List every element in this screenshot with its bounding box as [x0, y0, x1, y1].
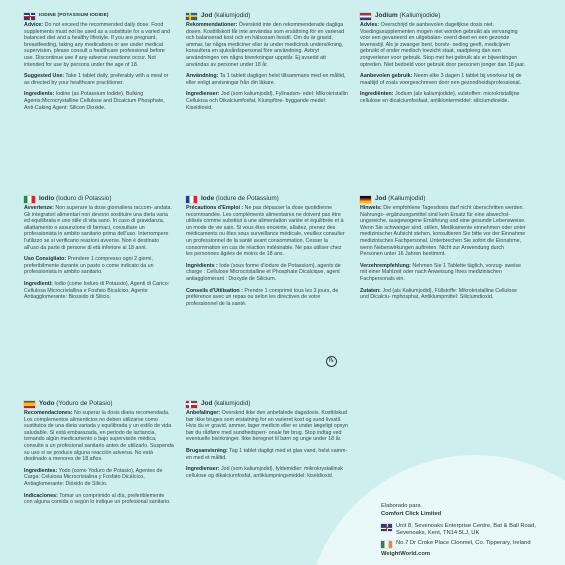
ingredients-section: Ingrediënten: Jodium (als kaliumjodide), vulstoffen: microkristallijne cellulose en dicalciumfosfaat, antiklontermiddel: siliciumdioxide.	[360, 91, 520, 104]
panel-header	[186, 194, 348, 204]
france-flag-icon	[186, 196, 197, 203]
advice-section: Avvertenze: Non superare la dose giornaliera raccom- andata. Gli integratori alimentari non devono sostituire una dieta varia ed equilibrata e uno stile di vita sano. In caso di gravidanza, allattamento o assunzione di farmaci, consultare un professionista in ambito sanitario prima dell'uso. Interrompere l'utilizzo se si verificano reazioni avverse. Non è destinato all'uso da parte di persone di età inferiore ai 18 anni.	[24, 205, 172, 251]
panel-title: Iode (Iodure de Potassium)	[201, 194, 279, 202]
prepared-for-label: Elaborado para	[381, 503, 421, 509]
germany-flag-icon	[360, 196, 371, 203]
panel-title: Jod (kaliumjodid)	[201, 11, 251, 19]
panel-title: IODINE (POTASSIUM IODIDE)	[39, 12, 109, 18]
usage-section: Användning: Ta 1 tablett dagligen helst tillsammans med en måltid, eller enligt anvisningar från din läkare.	[186, 73, 346, 86]
advice-section: Rekommendationer: Överskrid inte den rekommenderade dagliga dosen. Kosttillskott får inte användas som ersättning för en varierad och balanserad kost och en hälsosam livsstil. Om du är gravid, ammar, tar några mediciner eller är under medicinsk undersökning, konsultera en sjukvårdspersonal före användning. Avbryt användningen om några biverkningar uppstår. Ej avsedd att användas av personer under 18 år.	[186, 22, 345, 68]
netherlands-flag-icon	[360, 13, 371, 20]
ireland-address-row	[381, 540, 551, 548]
panel-title: Jodium (Kaliumjodide)	[375, 11, 441, 19]
registered-symbol-icon: ℞	[326, 356, 337, 367]
ingredients-section: Ingrédients : Iode (sous forme d'iodure de Potassium), agents de charge : Cellulose Microcristalline et Phosphate Dicalcique, agent antiagglomérant : Dioxyde de Silicium.	[186, 262, 341, 282]
panel-spanish	[20, 399, 178, 565]
ingredients-section: Ingredients: Iodine (as Potassium Iodide), Bulking Agents:Microcrystalline Cellulose and Dicalcium Phosphate, Anti-Caking Agent: Silicon Dioxide.	[24, 91, 165, 111]
panel-header	[186, 11, 348, 21]
panel-header	[360, 194, 526, 204]
uk-address-row	[381, 523, 551, 537]
panel-header	[24, 399, 174, 409]
panel-dutch	[356, 11, 530, 181]
ireland-address: No.7 Dr Croke Place Clonmel, Co. Tipperary, Ireland	[396, 540, 531, 546]
panel-italian	[20, 194, 178, 389]
advice-section: Advies: Overschrijd de aanbevolen dagelijkse dosis niet. Voedingssupplementen mogen niet worden gebruikt als vervanging voor een gevarieerd en uitgebalan- ceerd dieet en een gezonde levensstijl. Als je zwanger bent, borstv- oeding geeft, medicijnen gebruikt of onder medisch toezicht staat, raadpleeg dan een zorgverlener voor gebruik. Stop met het gebruik als er bijwerkingen optreden. Niet bedoeld voor gebruik door personen jonger dan 18 jaar.	[360, 22, 526, 68]
panel-title: Jod (Kaliumjodid)	[375, 194, 426, 202]
company-name: Comfort Click Limited	[381, 511, 442, 517]
ireland-flag-icon	[381, 541, 392, 548]
panel-title: Yodo (Yoduro de Potasio)	[39, 399, 113, 407]
website[interactable]: WeightWorld.com	[381, 551, 431, 557]
advice-section: Advice: Do not exceed the recommended daily dose. Food supplements must not be used as a substitute for a varied and balanced diet and a healthy lifestyle. If you are pregnant, breastfeeding, taking any medications or are under medical supervision, please consult a healthcare professional before use. Discontinue use if any adverse reactions occur. Not intended for use by persons under the age of 18.	[24, 22, 171, 68]
denmark-flag-icon	[186, 401, 197, 408]
ingredients-section: Ingredienti: Iodio (come Ioduro di Potassio), Agenti di Carico: Cellulosa Microcristallina e Fosfato Bicalcico, Agente Antiagglomerante: Biossido di Silicio.	[24, 280, 170, 301]
advice-section: Hinweis: Die empfohlene Tagesdosis darf nicht überschritten werden. Nahrungs- ergänzungsmittel sind kein Ersatz für eine abwechsl- ungsreiche, ausgewogene Ernährung und eine gesunde Lebensweise. Wenn Sie schwanger sind, stillen, Medikamente einnehmen oder unter medizinischer Aufsicht stehen, konsultieren Sie bitte vor der Einnahme medizinisches Fachpersonal. Unterbrechen Sie sofort die Einnahme, wenn Nebenwirkungen auftreten. Nicht zur Anwendung durch Personen unter 16 Jahren bestimmt.	[360, 205, 526, 258]
panel-header	[360, 11, 526, 21]
panel-english	[20, 11, 178, 181]
panel-german	[356, 194, 530, 389]
uk-address: Unit 8, Sevenoaks Enterprise Centre, Bat & Ball Road, Sevenoaks, Kent, TN14 5LJ, UK	[396, 523, 536, 536]
usage-section: Indicaciones: Tomar un comprimido al día, preferiblemente con alguna comida o según lo indique un profesional sanitario.	[24, 492, 171, 506]
advice-section: Recomendaciones: No superar la dosis diaria recomendada. Los complementos alimenticios no deben utilizarse como sustitutos de una dieta variada y equilibrada y un estilo de vida saludable. Si está embarazada, en periodo de lactancia, tomando algún medicamento o bajo supervisión médica, consulte a un profesional sanitario antes de utilizarlo. Suspenda su uso si se produce alguna reacción adversa. No está destinado a menores de 18 años.	[24, 410, 174, 463]
uk-flag-icon	[24, 13, 35, 20]
advice-section: Précautions d'Emploi : Ne pas dépasser la dose quotidienne recommandée. Les compléments alimentaires ne doivent pas être utilisés comme substitut à une alimentation variée et équilibrée et à un mode de vie sain. Si vous êtes enceinte, allaitez, prenez des médicaments ou êtes sous surveillance médicale, veuillez consulter un professionnel de la santé avant consommation. Cesser la consommation en cas de réaction indésirable. Ne pas utiliser chez les personnes âgées de moins de 18 ans.	[186, 205, 345, 258]
usage-section: Aanbevolen gebruik: Neem elke 3 dagen 1 tablet bij voorkeur bij de maaltijd of zoals voorgeschreven door een gezondheidsprofessional.	[360, 73, 522, 86]
panel-title: Iodio (Ioduro di Potassio)	[39, 194, 112, 202]
manufacturer-info	[381, 503, 551, 558]
panel-header	[24, 11, 174, 21]
uk-flag-icon	[381, 524, 392, 531]
usage-section: Uso Consigliato: Prendere 1 compresso ogni 2 giorni, preferibilmente durante un pasto o come indicato da un professionista in ambito sanitario.	[24, 256, 154, 276]
panel-swedish	[182, 11, 352, 181]
ingredients-section: Ingredienser: Jod (som kaliumjodid), fyldemidler: mikrokrystallinsk cellulose og dikalciumfosfat, antiklumpningsmiddel: kiseldioxid.	[186, 466, 343, 479]
panel-header	[24, 194, 174, 204]
ingredients-section: Ingredienser: Jod (som kaliumjodid), Fyllnadsm- edel: Mikrokristallin Cellulosa och Dikalciumfosfat, Klumpföre- byggande medel: Kiseldioxid.	[186, 91, 348, 111]
advice-section: Anbefalinger: Overskrid ikke den anbefalede dagsdosis. Kosttilskud bør ikke bruges som erstatning for en varieret kost og sund livsstil. Hvis du er gravid, ammer, tager medicin eller er under lægeligt opsyn bør du rådføre med sundhedsperr- onale før brug. Stop indtag ved eventuelle bivirkninger. Ikke beregnet til børn og unge under 18 år.	[186, 410, 348, 443]
usage-section: Verzehrempfehlung: Nehmen Sie 1 Tablette täglich, vorzug- sweise mit einer Mahlzeit oder nach Anweisung Ihres medizinischen Fachpersonals ein.	[360, 262, 521, 282]
sweden-flag-icon	[186, 13, 197, 20]
panel-header	[186, 399, 348, 409]
panel-title: Jod (kaliumjodid)	[201, 399, 251, 407]
usage-section: Brugsanvisning: Tag 1 tablet dagligt med et glas vand, helst samm- en med et måltid.	[186, 447, 348, 461]
italy-flag-icon	[24, 196, 35, 203]
usage-section: Conseils d'Utilisation : Prendre 1 comprimé tous les 3 jours, de préférence avec un repas ou selon les directives de votre professionnel de la santé.	[186, 287, 339, 307]
ingredients-section: Ingredientes: Yodo (como Yoduro de Potasio), Agentes de Carga: Celulosa Microcristalina y Fosfato Dicálcico, Antiaglomerante: Dióxido de Silicio.	[24, 467, 163, 487]
spain-flag-icon	[24, 401, 35, 408]
usage-section: Suggested Use: Take 1 tablet daily, preferably with a meal or as directed by your healthcare practitioner.	[24, 73, 169, 86]
ingredients-section: Zutaten: Jod (als Kaliumjodid), Füllstoffe: Mikrokristalline Cellulose und Dicalciu- mphosphat, Antiklumpmittel: Siliciumdioxid.	[360, 287, 518, 301]
